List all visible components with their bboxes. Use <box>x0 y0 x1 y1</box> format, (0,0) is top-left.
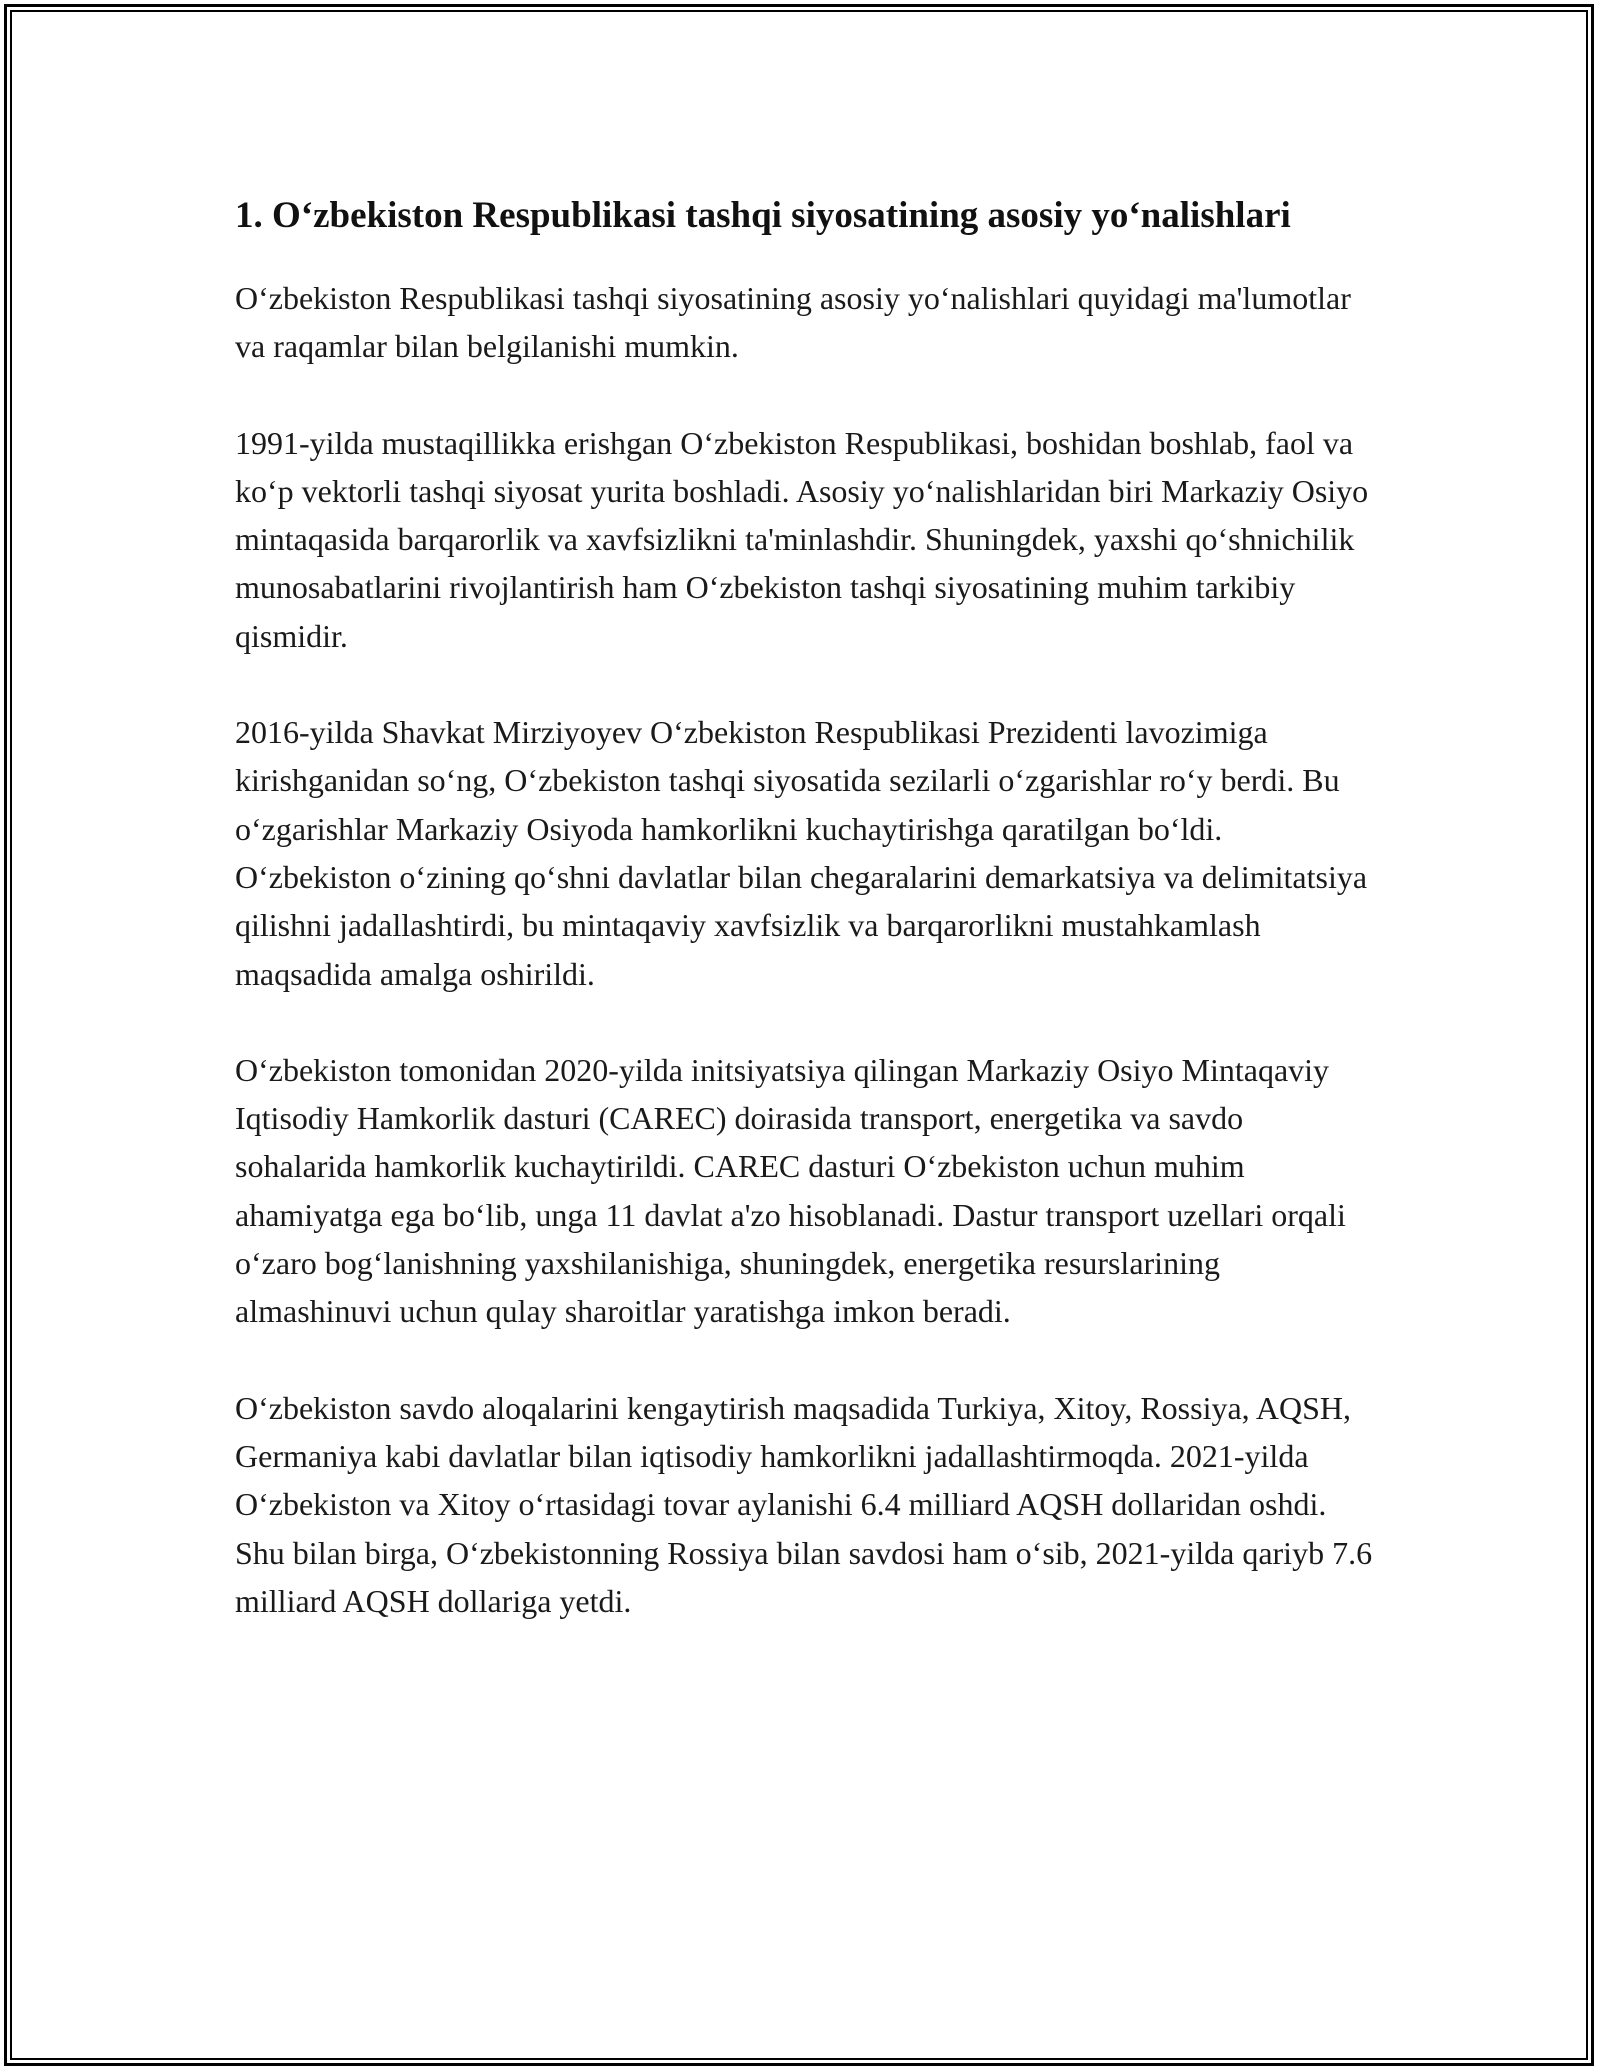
paragraph-intro: Oʻzbekiston Respublikasi tashqi siyosatining asosiy yoʻnalishlari quyidagi ma'lumotlar va raqamlar bilan belgilanishi mumkin. <box>235 280 1351 365</box>
document-body <box>235 188 1375 1673</box>
paragraph-independence: 1991-yilda mustaqillikka erishgan Oʻzbekiston Respublikasi, boshidan boshlab, faol va koʻp vektorli tashqi siyosat yurita boshladi. Asosiy yoʻnalishlaridan biri Markaziy Osiyo mintaqasida barqarorlik va xavfsizlikni ta'minlashdir. Shuningdek, yaxshi qoʻshnichilik munosabatlarini rivojlantirish ham Oʻzbekiston tashqi siyosatining muhim tarkibiy qismidir. <box>235 424 1369 654</box>
section-title: 1. Oʻzbekiston Respublikasi tashqi siyosatining asosiy yoʻnalishlari <box>235 195 1291 236</box>
paragraph-trade: Oʻzbekiston savdo aloqalarini kengaytirish maqsadida Turkiya, Xitoy, Rossiya, AQSH, Germaniya kabi davlatlar bilan iqtisodiy hamkorlikni jadallashtirmoqda. 2021-yilda Oʻzbekiston va Xitoy oʻrtasidagi tovar aylanishi 6.4 milliard AQSH dollaridan oshdi. Shu bilan birga, Oʻzbekistonning Rossiya bilan savdosi ham oʻsib, 2021-yilda qariyb 7.6 milliard AQSH dollariga yetdi. <box>235 1389 1373 1619</box>
paragraph-carec: Oʻzbekiston tomonidan 2020-yilda initsiyatsiya qilingan Markaziy Osiyo Mintaqaviy Iqtisodiy Hamkorlik dasturi (CAREC) doirasida transport, energetika va savdo sohalarida hamkorlik kuchaytirildi. CAREC dasturi Oʻzbekiston uchun muhim ahamiyatga ega boʻlib, unga 11 davlat a'zo hisoblanadi. Dastur transport uzellari orqali oʻzaro bogʻlanishning yaxshilanishiga, shuningdek, energetika resurslarining almashinuvi uchun qulay sharoitlar yaratishga imkon beradi. <box>235 1051 1346 1330</box>
paragraph-2016-reforms: 2016-yilda Shavkat Mirziyoyev Oʻzbekiston Respublikasi Prezidenti lavozimiga kirishganidan soʻng, Oʻzbekiston tashqi siyosatida sezilarli oʻzgarishlar roʻy berdi. Bu oʻzgarishlar Markaziy Osiyoda hamkorlikni kuchaytirishga qaratilgan boʻldi. Oʻzbekiston oʻzining qoʻshni davlatlar bilan chegaralarini demarkatsiya va delimitatsiya qilishni jadallashtirdi, bu mintaqaviy xavfsizlik va barqarorlikni mustahkamlash maqsadida amalga oshirildi. <box>235 714 1368 992</box>
